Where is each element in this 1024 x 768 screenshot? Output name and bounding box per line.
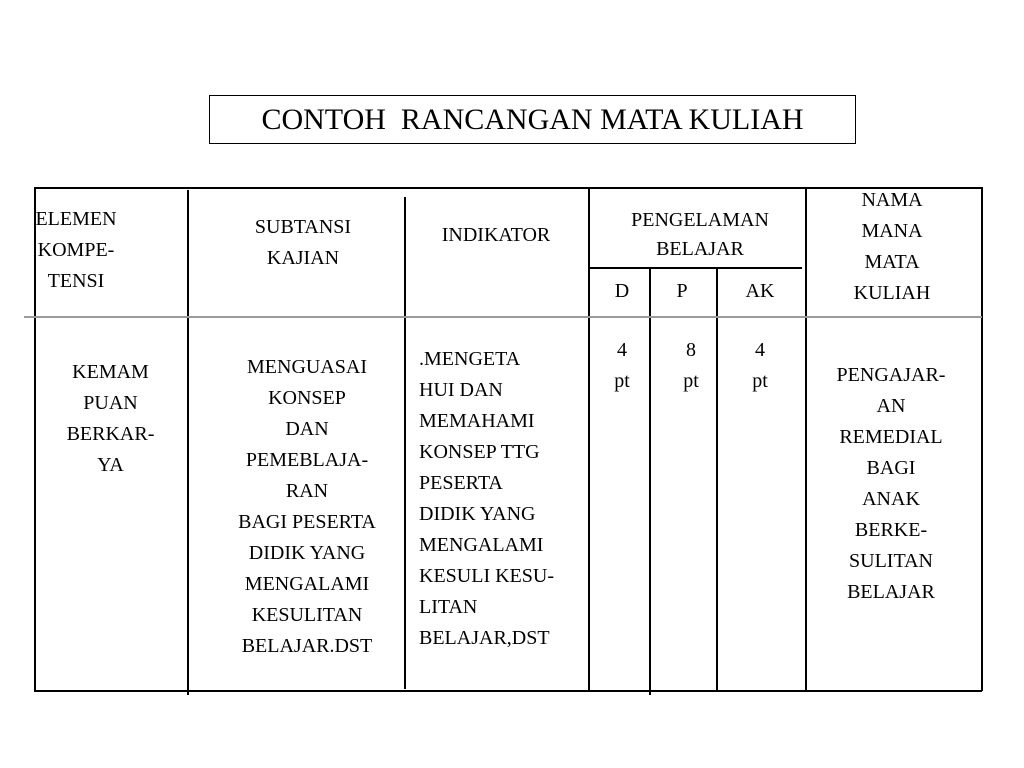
cell-nama: PENGAJAR- AN REMEDIAL BAGI ANAK BERKE- SULITAN BELAJAR (836, 364, 946, 603)
cell-p: 8 pt (683, 339, 699, 392)
column-divider-1 (187, 190, 189, 695)
cell-indikator: .MENGETA HUI DAN MEMAHAMI KONSEP TTG PESERTA DIDIK YANG MENGALAMI KESULI KESU- LITAN BELAJAR,DST (419, 348, 554, 649)
header-nama-mata-kuliah: NAMA MANA MATA KULIAH (853, 189, 931, 304)
header-indikator: INDIKATOR (441, 224, 551, 246)
cell-subtansi: MENGUASAI KONSEP DAN PEMEBLAJA- RAN BAGI PESERTA DIDIK YANG MENGALAMI KESULITAN BELAJAR.DST (238, 356, 376, 657)
column-divider-4 (649, 268, 651, 695)
cell-elemen: KEMAM PUAN BERKAR- YA (66, 361, 155, 476)
table-bottom-border (34, 690, 982, 692)
header-pengalaman-belajar: PENGELAMAN BELAJAR (631, 209, 769, 260)
page-title: CONTOH RANCANGAN MATA KULIAH (209, 95, 856, 144)
subheader-divider (588, 267, 802, 269)
header-p: P (676, 280, 688, 302)
header-elemen-kompetensi: ELEMEN KOMPE- TENSI (35, 208, 117, 292)
cell-d: 4 pt (614, 339, 630, 392)
header-d: D (614, 280, 630, 302)
header-subtansi-kajian: SUBTANSI KAJIAN (254, 216, 352, 269)
table-right-border (981, 187, 983, 691)
column-divider-5 (716, 268, 718, 691)
cell-ak: 4 pt (752, 339, 768, 392)
header-divider (24, 316, 982, 318)
header-ak: AK (745, 280, 775, 302)
